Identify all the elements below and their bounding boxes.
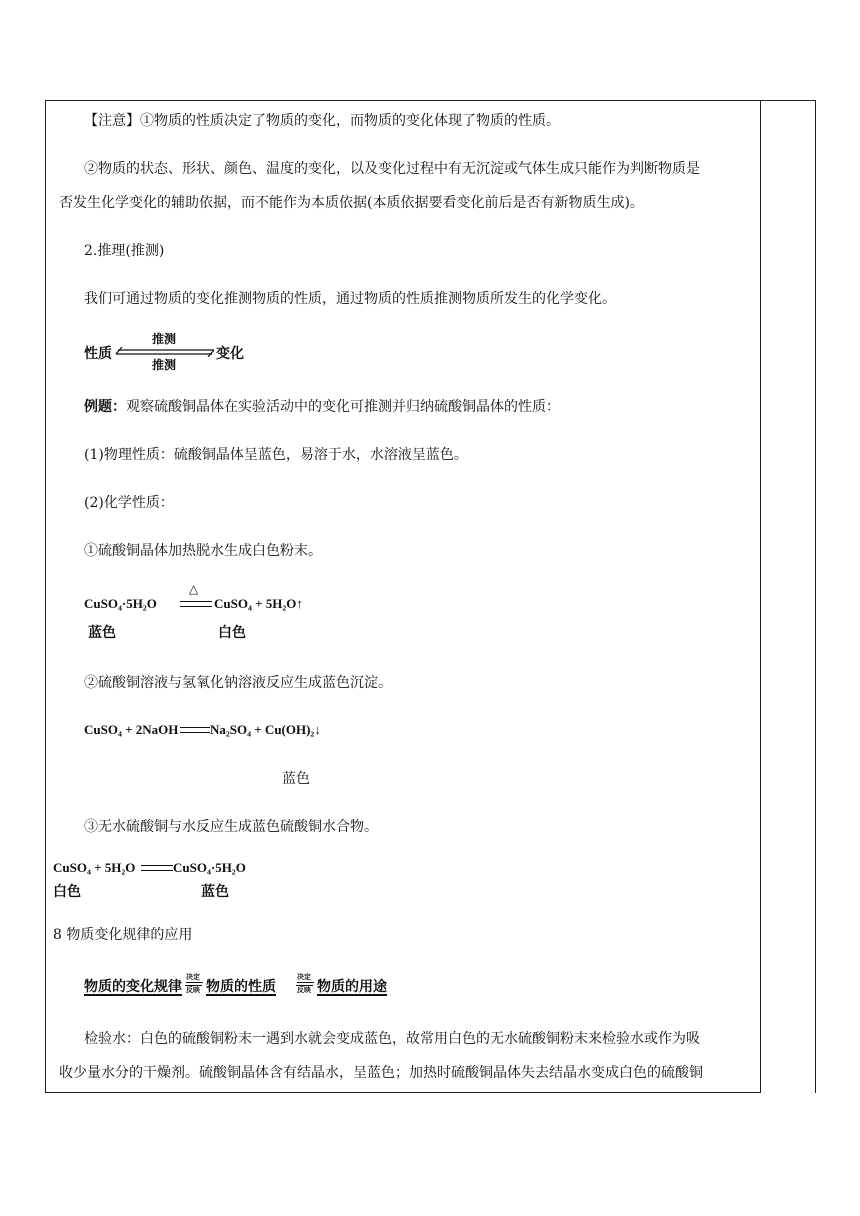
example-text: 观察硫酸铜晶体在实验活动中的变化可推测并归纳硫酸铜晶体的性质： [126,399,560,415]
note-line-1: 【注意】①物质的性质决定了物质的变化，而物质的变化体现了物质的性质。 [84,113,560,129]
diagram2-properties: 物质的性质 [206,979,276,995]
eq2-equals-sign [180,727,210,733]
eq3-equals-sign [141,865,173,871]
diagram-right-label: 变化 [216,346,244,362]
heat-triangle-icon: △ [189,582,199,596]
diagram-bottom-label: 推测 [152,358,177,372]
section-8-title: 8 物质变化规律的应用 [53,927,193,943]
diagram2-arrow2-bottom: 反映 [297,986,311,994]
column-divider [760,100,761,1093]
equation-1 [84,582,344,642]
section-2-title: 2.推理(推测) [84,243,165,259]
eq2-lhs: CuSO₄ + 2NaOH [84,722,179,737]
eq3-label-blue: 蓝色 [201,884,229,900]
application-line-2: 收少量水分的干燥剂。硫酸铜晶体含有结晶水，呈蓝色；加热时硫酸铜晶体失去结晶水变成白色的硫酸铜 [59,1065,703,1081]
eq3-lhs: CuSO₄ + 5H₂O [53,860,136,875]
eq1-lhs: CuSO₄·5H₂O [84,596,157,611]
eq1-label-blue: 蓝色 [88,625,116,641]
example-line [84,398,560,416]
note-line-2: ②物质的状态、形状、颜色、温度的变化，以及变化过程中有无沉淀或气体生成只能作为判断物质是 [84,161,700,177]
eq1-equals-sign [180,601,212,607]
example-label: 例题： [84,399,126,415]
eq2-rhs: Na₂SO₄ + Cu(OH)₂↓ [210,722,321,737]
diagram2-change-law: 物质的变化规律 [84,979,182,995]
law-property-use-diagram [84,970,414,1000]
diagram-left-label: 性质 [84,346,112,362]
property-change-diagram [84,330,254,370]
eq1-rhs: CuSO₄ + 5H₂O↑ [214,596,303,611]
eq2-label-blue: 蓝色 [282,771,310,787]
section-2-text: 我们可通过物质的变化推测物质的性质，通过物质的性质推测物质所发生的化学变化。 [84,291,616,307]
table-bottom-border [45,1092,760,1093]
diagram2-arrow2-top: 决定 [297,973,311,981]
diagram-top-label: 推测 [152,332,177,346]
diagram2-arrow1-bottom: 反映 [186,986,200,994]
chemical-item-1: ①硫酸铜晶体加热脱水生成白色粉末。 [84,543,322,559]
eq3-label-white: 白色 [53,884,81,900]
application-line-1: 检验水：白色的硫酸铜粉末一遇到水就会变成蓝色，故常用白色的无水硫酸铜粉末来检验水或作为吸 [84,1031,700,1047]
eq3-rhs: CuSO₄·5H₂O [173,860,246,875]
chemical-item-3: ③无水硫酸铜与水反应生成蓝色硫酸铜水合物。 [84,819,378,835]
chemical-item-2: ②硫酸铜溶液与氢氧化钠溶液反应生成蓝色沉淀。 [84,675,392,691]
physical-properties: (1)物理性质：硫酸铜晶体呈蓝色，易溶于水，水溶液呈蓝色。 [84,447,468,463]
diagram2-uses: 物质的用途 [317,979,387,995]
diagram2-arrow1-top: 决定 [186,973,200,981]
eq1-label-white: 白色 [218,625,246,641]
equation-3 [53,860,293,900]
equation-2 [84,722,354,742]
chemical-properties-title: (2)化学性质： [84,495,174,511]
note-line-3: 否发生化学变化的辅助依据，而不能作为本质依据(本质依据要看变化前后是否有新物质生成)。 [59,195,644,211]
